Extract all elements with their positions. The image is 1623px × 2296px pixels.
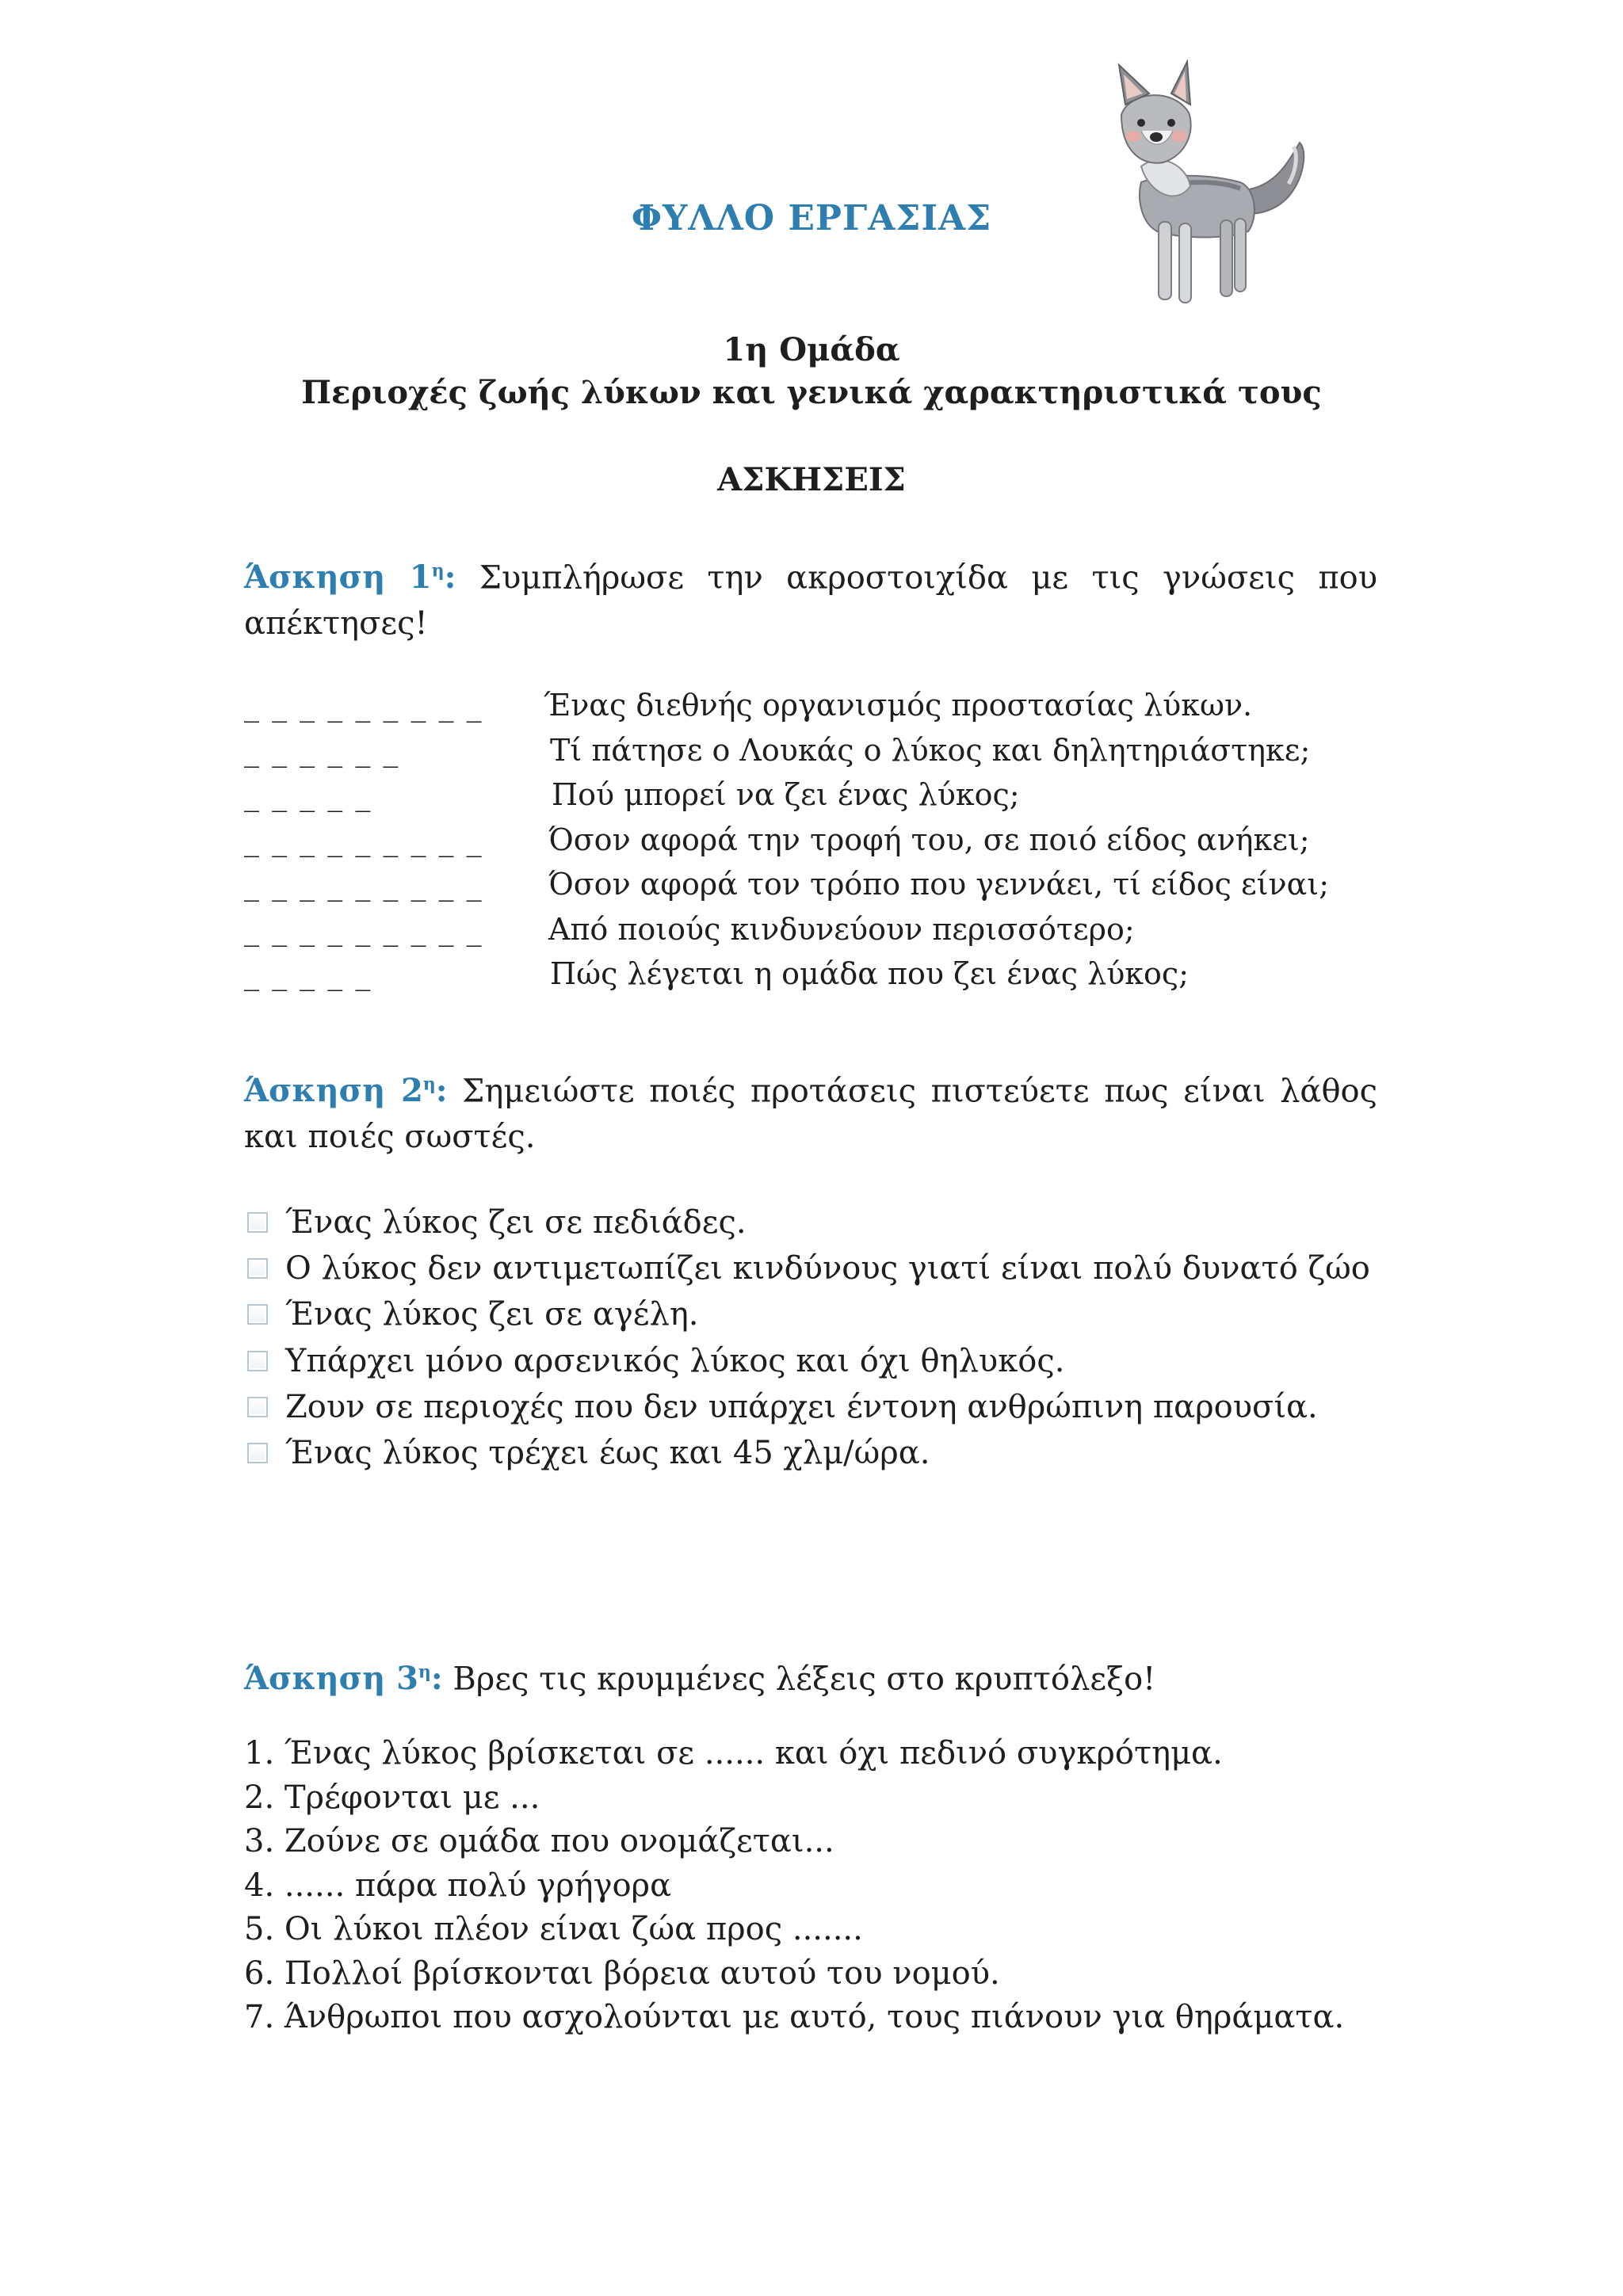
statement-text: Ένας λύκος ζει σε αγέλη. [285, 1296, 699, 1333]
statement-text: Ζουν σε περιοχές που δεν υπάρχει έντονη ανθρώπινη παρουσία. [285, 1388, 1318, 1425]
answer-blank: _ _ _ _ _ _ [244, 732, 400, 768]
word-search-clues [244, 1732, 1433, 2040]
acrostic-row [244, 822, 1393, 868]
list-item: 4. ...... πάρα πολύ γρήγορα [244, 1867, 672, 1904]
list-item [244, 1245, 1433, 1291]
list-item [244, 1291, 1433, 1337]
exercise-2-instruction: Άσκηση $2^\eta$: Σημειώστε ποιές προτάσεις πιστεύετε πως είναι λάθος και ποιές σωστές. [244, 1072, 1378, 1156]
checkbox[interactable] [247, 1304, 268, 1325]
list-item [244, 1430, 1433, 1476]
answer-blank: _ _ _ _ _ [244, 956, 372, 991]
acrostic-question: Πώς λέγεται η ομάδα που ζει ένας λύκος; [550, 956, 1190, 991]
checkbox[interactable] [247, 1258, 268, 1279]
acrostic-row [244, 733, 1393, 778]
acrostic-question: Όσον αφορά τον τρόπο που γεννάει, τί είδος είναι; [548, 867, 1330, 902]
statement-text: Υπάρχει μόνο αρσενικός λύκος και όχι θηλυκός. [285, 1342, 1065, 1379]
list-item [244, 1199, 1433, 1245]
checkbox[interactable] [247, 1212, 268, 1233]
exercise-3-instruction: Άσκηση $3^\eta$: Βρες τις κρυμμένες λέξεις στο κρυπτόλεξο! [244, 1660, 1156, 1698]
exercise-2-label: Άσκηση $2^\eta$: [244, 1072, 448, 1110]
list-item: 1. Ένας λύκος βρίσκεται σε ...... και όχι πεδινό συγκρότημα. [244, 1735, 1223, 1772]
exercise-3-label: Άσκηση $3^\eta$: [244, 1660, 443, 1698]
answer-blank: _ _ _ _ _ _ _ _ _ [244, 911, 483, 947]
document-title: ΦΥΛΛΟ ΕΡΓΑΣΙΑΣ [631, 198, 992, 238]
statement-text: Ένας λύκος ζει σε πεδιάδες. [285, 1204, 747, 1241]
acrostic-row [244, 688, 1393, 733]
exercise-1-label: Άσκηση $1^\eta$: [244, 559, 456, 597]
list-item: 7. Άνθρωποι που ασχολούνται με αυτό, τους πιάνουν για θηράματα. [244, 1999, 1345, 2035]
checkbox[interactable] [247, 1351, 268, 1371]
list-item: 2. Τρέφονται με ... [244, 1779, 540, 1816]
acrostic-question: Όσον αφορά την τροφή του, σε ποιό είδος ανήκει; [548, 822, 1310, 857]
acrostic-question: Τί πάτησε ο Λουκάς ο λύκος και δηλητηριάστηκε; [550, 732, 1311, 768]
answer-blank: _ _ _ _ _ [244, 777, 372, 812]
list-item: 6. Πολλοί βρίσκονται βόρεια αυτού του νομού. [244, 1955, 1000, 1992]
acrostic-row [244, 777, 1393, 822]
answer-blank: _ _ _ _ _ _ _ _ _ [244, 867, 483, 902]
checkbox[interactable] [247, 1397, 268, 1417]
acrostic-question: Από ποιούς κινδυνεύουν περισσότερο; [548, 911, 1135, 947]
list-item: 5. Οι λύκοι πλέον είναι ζώα προς ....... [244, 1911, 863, 1947]
acrostic-list [244, 688, 1393, 1001]
checkbox[interactable] [247, 1443, 268, 1463]
exercise-1-instruction: Άσκηση $1^\eta$: Συμπλήρωσε την ακροστοιχίδα με τις γνώσεις που απέκτησες! [244, 559, 1378, 643]
answer-blank: _ _ _ _ _ _ _ _ _ [244, 688, 483, 723]
acrostic-row [244, 867, 1393, 912]
answer-blank: _ _ _ _ _ _ _ _ _ [244, 822, 483, 857]
list-item: 3. Ζούνε σε ομάδα που ονομάζεται... [244, 1823, 834, 1859]
list-item [244, 1384, 1433, 1430]
acrostic-row [244, 956, 1393, 1001]
group-label: 1η Ομάδα [723, 331, 900, 368]
list-item [244, 1338, 1433, 1384]
statement-text: Ο λύκος δεν αντιμετωπίζει κινδύνους γιατί είναι πολύ δυνατό ζώο [285, 1250, 1370, 1287]
acrostic-question: Πού μπορεί να ζει ένας λύκος; [552, 777, 1020, 812]
wolf-illustration [1086, 55, 1316, 317]
subject-title: Περιοχές ζωής λύκων και γενικά χαρακτηριστικά τους [301, 374, 1322, 411]
true-false-list [244, 1199, 1433, 1476]
statement-text: Ένας λύκος τρέχει έως και 45 χλμ/ώρα. [285, 1435, 930, 1472]
exercises-heading: ΑΣΚΗΣΕΙΣ [717, 461, 906, 498]
acrostic-row [244, 912, 1393, 957]
acrostic-question: Ένας διεθνής οργανισμός προστασίας λύκων. [544, 688, 1253, 723]
